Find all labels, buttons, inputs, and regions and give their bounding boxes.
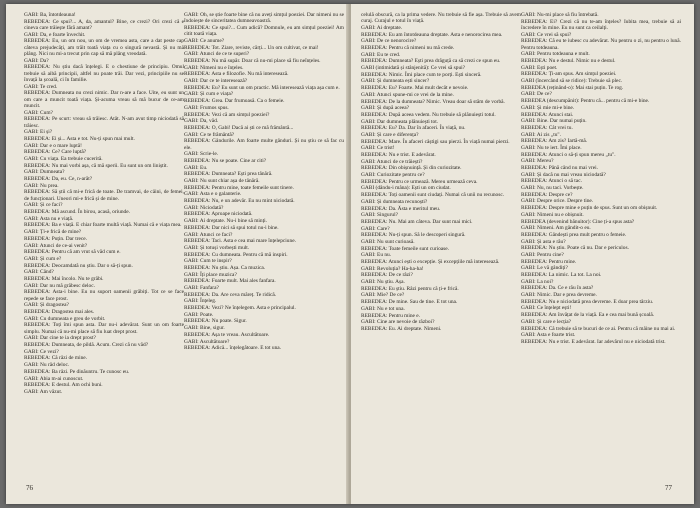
- dialogue-line: REBEDEA: Cât vrei tu.: [521, 124, 573, 131]
- dialogue-line: REBEDEA: Din obișnuință. Și din curiozitate.: [361, 165, 462, 172]
- dialogue-line: GABI: Bine, sigur.: [184, 325, 225, 332]
- dialogue-line: REBEDEA: Că trebuie să te bucuri de ce ai. Pentru că mâine nu mai ai.: [521, 325, 676, 332]
- dialogue-line: GABI: Nu e tot una.: [361, 305, 405, 312]
- dialogue-line: REBEDEA: Nimic. Îmi place cum te porți. Ești sinceră.: [361, 71, 482, 78]
- dialogue-line: GABI: Dar cine te ia drept prost?: [24, 335, 96, 342]
- dialogue-line: GABI: Despre orice. Despre tine.: [521, 198, 594, 205]
- dialogue-line: REBEDEA: Vezi că am simțul poeziei?: [184, 111, 270, 118]
- dialogue-line: REBEDEA: Dumneata nu crezi nimic. Dar n-are a face. Uite, eu sunt un om care a muncit toată viața. Și-acuma vreau să mă bucur de ce-am muncit.: [24, 90, 184, 109]
- dialogue-line: celulă obscură, ca la prima vedere. Nu trebuie să fie așa. Trebuie să avem curaj. Curajul e totul în viață.: [361, 12, 521, 25]
- dialogue-line: GABI: Dar dumneata plănuiești tot.: [361, 118, 439, 125]
- dialogue-line: REBEDEA: Toți îmi spun asta. Dar nu-i adevărat. Sunt un om foarte simplu. Numai că nu-mi place să fiu luat drept prost.: [24, 322, 184, 335]
- dialogue-line: GABI: Ai dreptate.: [361, 24, 403, 31]
- dialogue-line: GABI: Le vă gândiți?: [521, 265, 568, 272]
- dialogue-line: GABI: Cum?: [24, 109, 53, 116]
- dialogue-line: GABI: Care?: [361, 225, 390, 232]
- dialogue-line: GABI: Cine are nevoie de război?: [361, 319, 435, 326]
- dialogue-line: REBEDEA: Eu știu. Râzi pentru că ți-e frică.: [361, 285, 459, 292]
- dialogue-line: GABI: Nimeni nu e înțeles.: [184, 64, 244, 71]
- dialogue-line: REBEDEA: Că râzi de mine.: [24, 355, 88, 362]
- dialogue-line: REBEDEA: Eu? Foarte. Mai mult decât e nevoie.: [361, 85, 469, 92]
- dialogue-line: REBEDEA: Asta-i bine. Eu nu suport oamenii grăbiți. Tot ce se face repede se face prost.: [24, 289, 184, 302]
- dialogue-line: GABI: Mie? De ce?: [361, 292, 405, 299]
- dialogue-line: REBEDEA: Deocamdată nu știu. Dar o să-ți spun.: [24, 262, 133, 269]
- dialogue-line: REBEDEA: Nu e niciodată prea devreme. E doar prea târziu.: [521, 298, 654, 305]
- dialogue-line: GABI: Ți-e frică de mine?: [24, 229, 82, 236]
- dialogue-line: GABI: Ce te frământă?: [184, 131, 235, 138]
- dialogue-line: GABI: Când?: [24, 269, 54, 276]
- dialogue-line: REBEDEA: De la dumneata? Nimic. Vreau doar să stăm de vorbă.: [361, 98, 505, 105]
- dialogue-line: REBEDEA: Să știi că mi-e frică de toate. De tramvai, de câini, de femei, de funcționari. Uneori mi-e frică și de mine.: [24, 189, 184, 202]
- dialogue-line: GABI: Scrie-le.: [184, 151, 219, 158]
- dialogue-line: REBEDEA: Nu poate. Sigur.: [184, 318, 247, 325]
- dialogue-line: GABI: Nu prea.: [24, 182, 59, 189]
- dialogue-line: REBEDEA: Vezi? Ne înțelegem. Asta e principalul.: [184, 305, 296, 312]
- dialogue-line: REBEDEA: Nu. Mai am câteva. Dar sunt mai mici.: [361, 218, 473, 225]
- dialogue-line: GABI: Atunci de ce trăiești?: [361, 158, 423, 165]
- dialogue-line: GABI: Și după aceea?: [361, 105, 410, 112]
- dialogue-line: GABI: Da, văd.: [184, 118, 219, 125]
- dialogue-line: REBEDEA: Gândești prea mult pentru o femeie.: [521, 231, 627, 238]
- dialogue-line: REBEDEA: Despre mine e puțin de spus. Sunt un om obișnuit.: [521, 205, 658, 212]
- dialogue-line: REBEDEA: Ei? Crezi că nu te-am înțeles? Iubita mea, trebuie să ai încredere în mine. Eu nu sunt ca ceilalți.: [521, 18, 681, 31]
- dialogue-line: GABI (dându-i mâna): Ești un om ciudat.: [361, 185, 451, 192]
- dialogue-line: GABI: Ai dreptate. Nu-i bine să minți.: [184, 218, 267, 225]
- dialogue-line: REBEDEA: E destul. Am ochi buni.: [24, 382, 103, 389]
- dialogue-line: REBEDEA: Ce spui?... Cum adică? Domnule, eu am simțul poeziei! Am citit toată viața.: [184, 24, 344, 38]
- dialogue-line: REBEDEA: Dumneata? Ești prea tânără.: [184, 171, 273, 178]
- dialogue-line: REBEDEA: Grea. Dar frumoasă. Ca o femeie.: [184, 98, 285, 105]
- dialogue-line: REBEDEA: Pentru că am vrut să văd cum e.: [24, 249, 121, 256]
- dialogue-line: REBEDEA: Nu e trist. E adevărat.: [361, 152, 436, 159]
- dialogue-line: GABI: Singurul?: [361, 212, 398, 219]
- dialogue-line: REBEDEA: Toți oamenii sunt ciudați. Numai că unii nu recunosc.: [361, 192, 505, 199]
- dialogue-line: GABI: Ce înțelept ești!: [521, 305, 572, 312]
- dialogue-line: REBEDEA: Pentru că nimeni nu mă crede.: [361, 45, 455, 52]
- dialogue-line: GABI: Eu nu.: [361, 252, 392, 259]
- dialogue-line: GABI: Eu.: [184, 164, 208, 171]
- dialogue-line: REBEDEA: Mă ascund. În birou, acasă, oriunde.: [24, 209, 130, 216]
- dialogue-line: GABI: Atunci ce faci?: [184, 231, 233, 238]
- left-page-column-2: [184, 12, 344, 474]
- dialogue-line: GABI: Dumneata?: [24, 169, 65, 176]
- dialogue-line: GABI: Ce anume?: [184, 37, 225, 44]
- dialogue-line: GABI: Ce vezi?: [24, 348, 59, 355]
- dialogue-line: GABI: Ești poet.: [521, 64, 558, 71]
- dialogue-line: REBEDEA: Asta e filozofie. Nu mă interesează.: [184, 71, 289, 78]
- dialogue-line: REBEDEA: Mai încolo. Nu te grăbi.: [24, 275, 104, 282]
- right-page: [351, 4, 694, 504]
- dialogue-line: REBEDEA (reținând-o): Mai stai puțin. Te rog.: [521, 84, 624, 91]
- dialogue-line: REBEDEA: Nu mă supăr. Doar că nu-mi place să fiu neînțeles.: [184, 58, 321, 65]
- dialogue-line: REBEDEA: Taci. Asta e cea mai mare înțelepciune.: [184, 238, 296, 245]
- dialogue-line: GABI: Bine. Dar numai puțin.: [521, 118, 587, 125]
- dialogue-line: GABI: Nimeni. Am gândit-o eu.: [521, 225, 591, 232]
- dialogue-line: REBEDEA (descumpănit): Pentru că... pentru că mi-e bine.: [521, 98, 650, 105]
- dialogue-line: GABI: Atunci spune-mi ce vrei de la mine.: [361, 91, 454, 98]
- dialogue-line: GABI: Da?: [24, 57, 49, 64]
- dialogue-line: REBEDEA: Pentru mine, toate femeile sunt tinere.: [184, 184, 294, 191]
- dialogue-line: GABI: Nu sunt curioasă.: [361, 238, 415, 245]
- dialogue-line: GABI: Nu râd deloc.: [24, 362, 70, 369]
- dialogue-line: REBEDEA: Eu? Da. Dar în afaceri. În viață, nu.: [361, 125, 466, 132]
- dialogue-line: GABI: Și care e diferența?: [361, 131, 419, 138]
- dialogue-line: GABI: Ai zis „tu".: [521, 131, 561, 138]
- dialogue-line: GABI: Eu te cred.: [361, 51, 401, 58]
- dialogue-line: GABI: Cu dumneata e greu de vorbit.: [24, 315, 106, 322]
- dialogue-line: REBEDEA: Dumneata, de pildă. Acum. Crezi că nu văd?: [24, 342, 149, 349]
- dialogue-line: GABI: Asta e o galanterie.: [184, 191, 242, 198]
- dialogue-line: REBEDEA: Nu e trist. E adevărat. Iar adevărul nu e niciodată trist.: [521, 338, 666, 345]
- dialogue-line: GABI: Și dragostea?: [24, 302, 69, 309]
- dialogue-line: REBEDEA: Da. Ce e rău în asta?: [521, 285, 594, 292]
- dialogue-line: GABI: Îți place muzica?: [184, 271, 237, 278]
- dialogue-line: REBEDEA: Că eu te iubesc cu adevărat. Nu pentru o zi, nu pentru o lună. Pentru totdeauna.: [521, 38, 681, 51]
- dialogue-line: GABI: Înțeleg.: [184, 298, 217, 305]
- dialogue-line: GABI: Cu viața. Ea trebuie cucerită.: [24, 156, 103, 162]
- dialogue-line: GABI: Ce vrei să spui?: [521, 31, 572, 38]
- dialogue-line: GABI: Și dumneata recunoști?: [361, 198, 428, 205]
- dialogue-line: GABI: Nu sunt chiar așa de tânără.: [184, 178, 260, 185]
- dialogue-line: GABI: Și dacă nu mai vreau niciodată?: [521, 171, 606, 178]
- dialogue-line: REBEDEA: Atunci o să-ți spun mereu „tu".: [521, 151, 616, 158]
- dialogue-line: REBEDEA: Pe scurt: vreau să trăiesc. Atât. N-am avut timp niciodată să trăiesc.: [24, 116, 184, 129]
- dialogue-line: GABI: Și cum e viața?: [184, 91, 234, 98]
- dialogue-line: GABI: Poate.: [184, 311, 214, 318]
- dialogue-line: REBEDEA: Nu știu dacă înțelegi. E o chestiune de principiu. Omul trebuie să aibă principii, altfel nu poate trăi. Dar vezi, principiile nu se învață la școală, ci în familie.: [24, 64, 184, 83]
- dialogue-line: GABI: Nu știu. Așa.: [361, 279, 405, 286]
- dialogue-line: REBEDEA: Da. Ăsta e meritul meu.: [361, 205, 441, 212]
- dialogue-line: REBEDEA: Ce spui?... A, da, amantul? Bine, ce crezi? Ori crezi că e cineva care trăiește fără amant?: [24, 18, 184, 31]
- dialogue-line: GABI: Și mie mi-e bine.: [521, 104, 575, 111]
- dialogue-line: REBEDEA: Ce? Care luptă?: [24, 149, 87, 156]
- dialogue-line: GABI: Abia m-ai cunoscut.: [24, 375, 84, 382]
- dialogue-line: REBEDEA: Ei și... Asta e tot. Nu-ți spun mai mult.: [24, 135, 135, 142]
- dialogue-line: GABI: Nu, nu taci. Vorbește.: [521, 185, 584, 192]
- dialogue-line: GABI: Fanfara?: [184, 285, 219, 292]
- book-spread: [6, 4, 694, 504]
- dialogue-line: REBEDEA (devenind bănuitor): Cine ți-a spus asta?: [521, 218, 635, 225]
- dialogue-line: REBEDEA: Așa te vreau. Ascultătoare.: [184, 331, 270, 338]
- dialogue-line: REBEDEA: Dar nici să spui totul nu-i bine.: [184, 224, 279, 231]
- dialogue-line: REBEDEA: Am învățat de la viață. Ea e cea mai bună școală.: [521, 312, 655, 319]
- right-page-number: 77: [665, 484, 672, 492]
- left-page: [6, 4, 349, 504]
- dialogue-line: GABI: Curiozitate pentru ce?: [361, 172, 425, 179]
- dialogue-line: GABI: Ascultătoare?: [184, 338, 230, 345]
- right-page-column-2: [521, 12, 681, 474]
- dialogue-line: REBEDEA: La nimic. La tot. La noi.: [521, 272, 602, 279]
- dialogue-line: GABI: La noi?: [521, 278, 554, 285]
- dialogue-line: REBEDEA: Foarte mult. Mai ales fanfara.: [184, 278, 276, 285]
- dialogue-line: GABI: Dar nu mă grăbesc deloc.: [24, 282, 95, 289]
- dialogue-line: GABI: Asta nu e viață.: [24, 215, 74, 222]
- dialogue-line: REBEDEA: Aproape niciodată.: [184, 211, 253, 218]
- dialogue-line: GABI: De ce?: [521, 91, 552, 98]
- dialogue-line: REBEDEA: Eu. Ai dreptate. Nimeni.: [361, 325, 442, 332]
- left-page-number: 76: [26, 484, 33, 492]
- dialogue-line: REBEDEA: Nu se poate. Cine ar citi?: [184, 157, 267, 164]
- dialogue-line: REBEDEA: Pentru mine e.: [361, 312, 420, 319]
- dialogue-line: REBEDEA: O, Gabi! Dacă ai ști ce mă frământă...: [184, 124, 294, 131]
- dialogue-line: GABI: Nu-mi place să fiu întrebată.: [521, 12, 599, 18]
- dialogue-line: REBEDEA: Dumneata? Ești prea drăguță ca să crezi ce spun eu.: [361, 58, 501, 65]
- dialogue-line: REBEDEA: Atunci stai.: [521, 111, 574, 118]
- dialogue-line: REBEDEA: Ți-am spus. Am simțul poeziei.: [521, 71, 617, 78]
- dialogue-line: REBEDEA: De ce râzi?: [361, 272, 413, 279]
- dialogue-line: GABI: Dar ce te interesează?: [184, 78, 248, 85]
- dialogue-line: REBEDEA: Dragostea mai ales.: [24, 309, 95, 316]
- dialogue-line: REBEDEA: Nu știu. Poate că nu. Dar e periculos.: [521, 245, 629, 252]
- dialogue-line: GABI: Revoluția? Ha-ha-ha!: [361, 265, 424, 272]
- dialogue-line: GABI (intimidată și stânjenită): Ce vrei să spui?: [361, 65, 466, 72]
- dialogue-line: GABI: Ei și?: [24, 129, 53, 136]
- dialogue-line: REBEDEA: Pentru mine.: [521, 258, 577, 265]
- dialogue-line: GABI: Și asta e rău?: [521, 238, 566, 245]
- dialogue-line: GABI: Și cum e?: [24, 255, 62, 262]
- dialogue-line: REBEDEA: Am zis? Iartă-mă.: [521, 138, 588, 145]
- dialogue-line: REBEDEA: Nu-ți spun. Să le descoperi singură.: [361, 232, 466, 239]
- dialogue-line: REBEDEA: După aceea vedem. Nu trebuie să plănuiești totul.: [361, 111, 496, 118]
- dialogue-line: REBEDEA: Atunci ești o excepție. Și excepțiile mă interesează.: [361, 259, 500, 266]
- dialogue-line: GABI (încercând să se ridice): Trebuie să plec.: [521, 78, 623, 85]
- dialogue-line: REBEDEA: Până când nu mai vrei.: [521, 165, 598, 172]
- dialogue-line: GABI: Și totuși vorbești mult.: [184, 244, 250, 251]
- dialogue-line: GABI: Pentru cine?: [521, 251, 564, 258]
- dialogue-line: GABI: Mereu?: [521, 158, 554, 165]
- dialogue-line: GABI: Și ce faci?: [24, 202, 63, 209]
- dialogue-line: REBEDEA: Nu e destul. Nimic nu e destul.: [521, 58, 616, 65]
- dialogue-line: GABI: Pentru totdeauna e mult.: [521, 51, 590, 58]
- dialogue-line: GABI: Niciodată?: [184, 204, 224, 211]
- dialogue-line: REBEDEA: Ba e viață. E chiar foarte multă viață. Numai că e viața mea.: [24, 222, 182, 229]
- dialogue-line: GABI: Frumos spus.: [184, 104, 229, 111]
- dialogue-line: GABI: Ba, întotdeauna!: [24, 12, 76, 18]
- left-page-column-1: [24, 12, 184, 474]
- dialogue-line: REBEDEA: Eu, un om nou, un om de vremea asta, care a dat peste cap câteva prejudecăți, am trăit toată viața cu o singură nevastă. Și nu mă plâng. Nici nu mi-a trecut prin cap să mă plâng vreodată.: [24, 38, 184, 57]
- dialogue-line: GABI: De ce nenorocire?: [361, 38, 417, 45]
- dialogue-line: GABI: Nu te iert. Îmi place.: [521, 144, 582, 151]
- dialogue-line: GABI: Atunci de ce te superi?: [184, 51, 250, 58]
- dialogue-line: REBEDEA: Da, eu. Ce, n-arăt?: [24, 176, 93, 183]
- dialogue-line: REBEDEA: De mine. Sau de tine. E tot una.: [361, 299, 458, 306]
- dialogue-line: REBEDEA: Despre ce?: [521, 191, 573, 198]
- dialogue-line: REBEDEA: Eu? Eu sunt un om practic. Mă interesează viața așa cum e.: [184, 84, 340, 91]
- dialogue-line: REBEDEA: Gândurile. Am foarte multe gânduri. Și nu știu ce să fac cu ele.: [184, 138, 344, 151]
- dialogue-line: GABI: Și care e lecția?: [521, 318, 571, 325]
- dialogue-line: REBEDEA: Cu dumneata. Pentru că mă inspiri.: [184, 251, 288, 258]
- dialogue-line: GABI: Nimic. Dar e prea devreme.: [521, 292, 597, 299]
- dialogue-line: REBEDEA: Nu știu. Așa. Ca muzica.: [184, 264, 266, 271]
- dialogue-line: REBEDEA: Da. Are ceva măreț. Te ridică.: [184, 291, 277, 298]
- dialogue-line: REBEDEA: Adică... înțelegătoare. E tot una.: [184, 345, 282, 352]
- dialogue-line: GABI: Am văzut.: [24, 388, 63, 395]
- dialogue-line: REBEDEA: Mare. În afaceri câștigi sau pierzi. În viață numai pierzi.: [361, 138, 510, 145]
- dialogue-line: GABI: Da, e foarte învechit.: [24, 31, 86, 38]
- dialogue-line: GABI: Te cred.: [24, 83, 58, 90]
- dialogue-line: GABI: Asta e foarte trist.: [521, 332, 576, 339]
- dialogue-line: REBEDEA: Atunci o să tac.: [521, 178, 582, 185]
- dialogue-line: REBEDEA: Tot. Ziare, reviste, cărți... Un om cultivat, ce mai!: [184, 44, 319, 51]
- dialogue-line: GABI: Atunci de ce-ai venit?: [24, 242, 88, 249]
- dialogue-line: REBEDEA: Toate femeile sunt curioase.: [361, 245, 449, 252]
- dialogue-line: REBEDEA: Ba râzi. Pe dinăuntru. Te cunosc eu.: [24, 368, 130, 375]
- dialogue-line: GABI: Nimeni nu e obișnuit.: [521, 211, 584, 218]
- right-page-column-1: [361, 12, 521, 474]
- dialogue-line: GABI: Dar e o mare luptă!: [24, 142, 82, 149]
- dialogue-line: REBEDEA: Eu am întotdeauna dreptate. Asta e nenorocirea mea.: [361, 31, 503, 38]
- dialogue-line: GABI: Cum te inspir?: [184, 258, 232, 265]
- dialogue-line: GABI: Și dumneata ești sincer?: [361, 78, 430, 85]
- dialogue-line: REBEDEA: Nu mai vorbi așa, că mă sperii. Eu sunt un om liniștit.: [24, 162, 168, 169]
- dialogue-line: GABI: Oh, se știe foarte bine că nu aveți simțul poeziei. Dar nimeni nu se îndoiește de sinceritatea dumneavoastră.: [184, 12, 344, 25]
- dialogue-line: REBEDEA: Nu, e un adevăr. Eu nu mint niciodată.: [184, 198, 295, 205]
- dialogue-line: REBEDEA: Pentru ce urmează. Mereu urmează ceva.: [361, 178, 478, 185]
- dialogue-line: GABI: Ce trist!: [361, 145, 395, 152]
- dialogue-line: REBEDEA: Puțin. Dar trece.: [24, 235, 88, 242]
